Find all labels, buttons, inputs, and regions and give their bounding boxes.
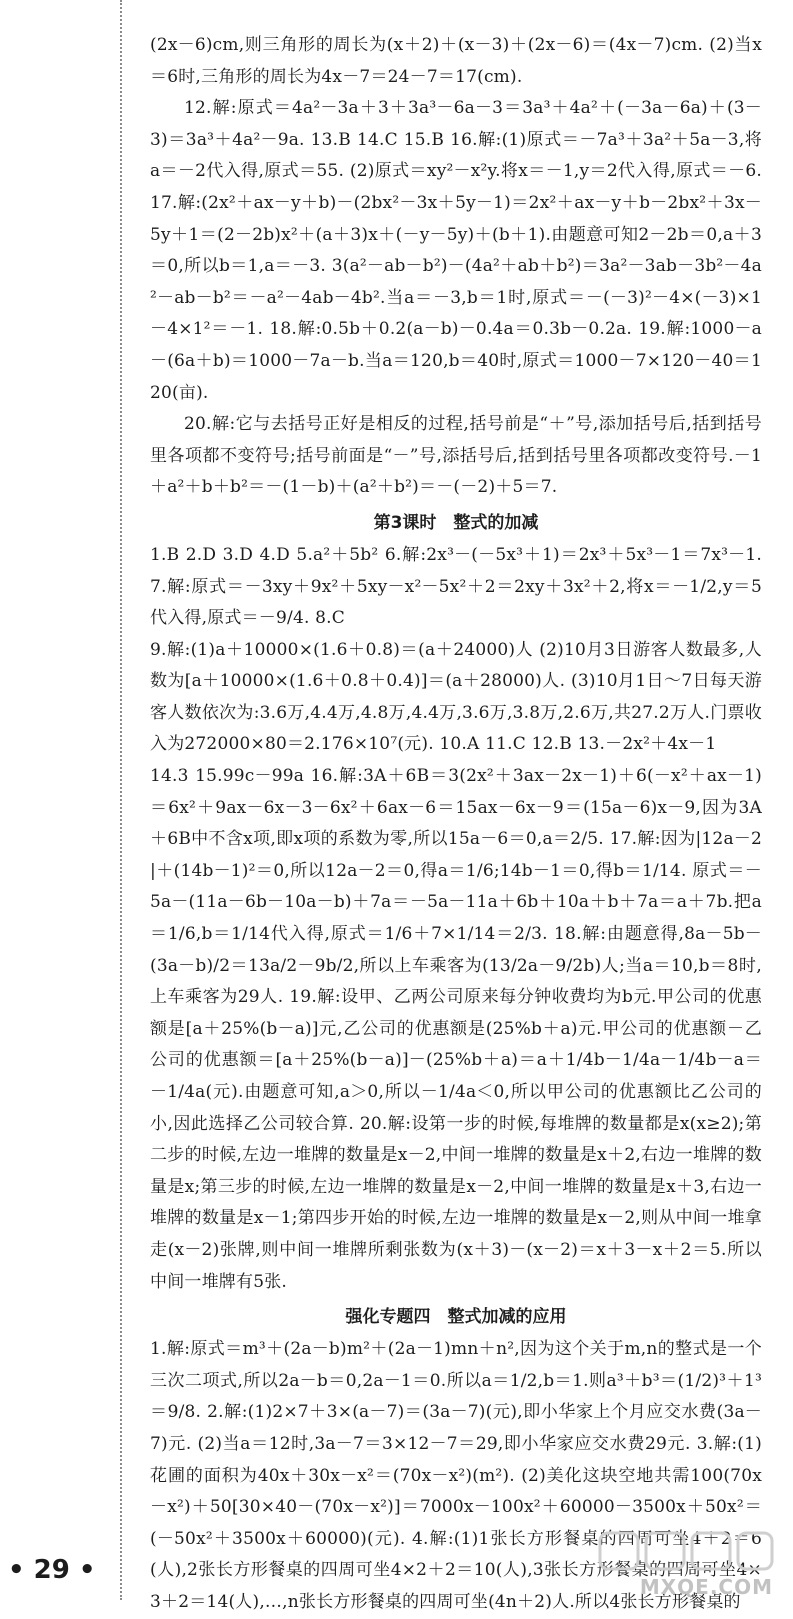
answer-paragraph-20: 20.解:它与去括号正好是相反的过程,括号前是“＋”号,添加括号后,括到括号里各项都不变符号;括号前面是“－”号,添括号后,括到括号里各项都改变符号.－1＋a²＋b＋b²＝－(1－b)＋(a²＋b²)＝－(－2)＋5＝7. (150, 414, 762, 498)
answer-paragraph-lesson3-14-20: 14.3 15.99c－99a 16.解:3A＋6B＝3(2x²＋3ax－2x－1)＋6(－x²＋ax－1)＝6x²＋9ax－6x－3－6x²＋6ax－6＝15ax－6x－9＝(15a－6)x－9,因为3A＋6B中不含x项,即x项的系数为零,所以15a－6＝0,a＝2/5. 17.解:因为|12a－2|＋(14b－1)²＝0,所以12a－2＝0,得a＝1/6;14b－1＝0,得b＝1/14. 原式＝－5a－(11a－6b－10a－b)＋7a＝－5a－11a＋6b＋10a＋b＋7a＝a＋7b.把a＝1/6,b＝1/14代入得,原式＝1/6＋7×1/14＝2/3. 18.解:由题意得,8a－5b－(3a－b)/2＝13a/2－9b/2,所以上车乘客为(13/2a－9/2b)人;当a＝10,b＝8时,上车乘客为29人. 19.解:设甲、乙两公司原来每分钟收费均为b元.甲公司的优惠额是[a＋25%(b－a)]元,乙公司的优惠额是(25%b＋a)元.甲公司的优惠额－乙公司的优惠额＝[a＋25%(b－a)]－(25%b＋a)＝a＋1/4b－1/4a－1/4b－a＝－1/4a(元).由题意可知,a＞0,所以－1/4a＜0,所以甲公司的优惠额比乙公司的小,因此选择乙公司较合算. 20.解:设第一步的时候,每堆牌的数量都是x(x≥2);第二步的时候,左边一堆牌的数量是x－2,中间一堆牌的数量是x＋2,右边一堆牌的数量是x;第三步的时候,左边一堆牌的数量是x－2,中间一堆牌的数量是x＋3,右边一堆牌的数量是x－1;第四步开始的时候,左边一堆牌的数量是x－2,则从中间一堆拿走(x－2)张牌,则中间一堆牌所剩张数为(x＋3)－(x－2)＝x＋3－x＋2＝5.所以中间一堆牌有5张. (150, 766, 762, 1292)
answer-paragraph-lesson3-9-13: 9.解:(1)a＋10000×(1.6＋0.8)＝(a＋24000)人 (2)10月3日游客人数最多,人数为[a＋10000×(1.6＋0.8＋0.4)]＝(a＋28000)人. (3)10月1日～7日每天游客人数依次为:3.6万,4.4万,4.8万,4.4万,3.6万,3.8万,2.6万,共27.2万人.门票收入为272000×80＝2.176×10⁷(元). 10.A 11.C 12.B 13.－2x²＋4x－1 (150, 639, 762, 755)
answer-text-column (150, 30, 762, 1619)
section-heading-lesson-3: 第3课时 整式的加减 (373, 512, 539, 533)
answer-paragraph-12-19: 12.解:原式＝4a²－3a＋3＋3a³－6a－3＝3a³＋4a²＋(－3a－6a)＋(3－3)＝3a³＋4a²－9a. 13.B 14.C 15.B 16.解:(1)原式＝－7a³＋3a²＋5a－3,将a＝－2代入得,原式＝55. (2)原式＝xy²－x²y.将x＝－1,y＝2代入得,原式＝－6. 17.解:(2x²＋ax－y＋b)－(2bx²－3x＋5y－1)＝2x²＋ax－y＋b－2bx²＋3x－5y＋1＝(2－2b)x²＋(a＋3)x＋(－y－5y)＋(b＋1).由题意可知2－2b＝0,a＋3＝0,所以b＝1,a＝－3. 3(a²－ab－b²)－(4a²＋ab＋b²)＝3a²－3ab－3b²－4a²－ab－b²＝－a²－4ab－4b².当a＝－3,b＝1时,原式＝－(－3)²－4×(－3)×1－4×1²＝－1. 18.解:0.5b＋0.2(a－b)－0.4a＝0.3b－0.2a. 19.解:1000－a－(6a＋b)＝1000－7a－b.当a＝120,b＝40时,原式＝1000－7×120－40＝120(亩). (150, 98, 762, 403)
section-heading-topic-4: 强化专题四 整式加减的应用 (345, 1307, 567, 1328)
watermark-text: MXQE.COM (639, 1575, 773, 1599)
answer-paragraph-lesson3-1-8: 1.B 2.D 3.D 4.D 5.a²＋5b² 6.解:2x³－(－5x³＋1)＝2x³＋5x³－1＝7x³－1. 7.解:原式＝－3xy＋9x²＋5xy－x²－5x²＋2＝2xy＋3x²＋2,将x＝－1/2,y＝5代入得,原式＝－9/4. 8.C (150, 544, 762, 629)
page-number: • 29 • (8, 1555, 96, 1585)
answer-paragraph-topic4-1-4: 1.解:原式＝m³＋(2a－b)m²＋(2a－1)mn＋n²,因为这个关于m,n的整式是一个三次二项式,所以2a－b＝0,2a－1＝0.所以a＝1/2,b＝1.则a³＋b³＝(1/2)³＋1³＝9/8. 2.解:(1)2×7＋3×(a－7)＝(3a－7)(元),即小华家上个月应交水费(3a－7)元. (2)当a＝12时,3a－7＝3×12－7＝29,即小华家应交水费29元. 3.解:(1)花圃的面积为40x＋30x－x²＝(70x－x²)(m²). (2)美化这块空地共需100(70x－x²)＋50[30×40－(70x－x²)]＝7000x－100x²＋60000－3500x＋50x²＝(－50x²＋3500x＋60000)(元). 4.解:(1)1张长方形餐桌的四周可坐4＋2＝6(人),2张长方形餐桌的四周可坐4×2＋2＝10(人),3张长方形餐桌的四周可坐4×3＋2＝14(人),…,n张长方形餐桌的四周可坐(4n＋2)人.所以4张长方形餐桌的 (150, 1339, 762, 1612)
answer-paragraph-11-continued: (2x－6)cm,则三角形的周长为(x＋2)＋(x－3)＋(2x－6)＝(4x－7)cm. (2)当x＝6时,三角形的周长为4x－7＝24－7＝17(cm). (150, 35, 762, 87)
binding-margin-dotted-line (120, 0, 122, 1600)
